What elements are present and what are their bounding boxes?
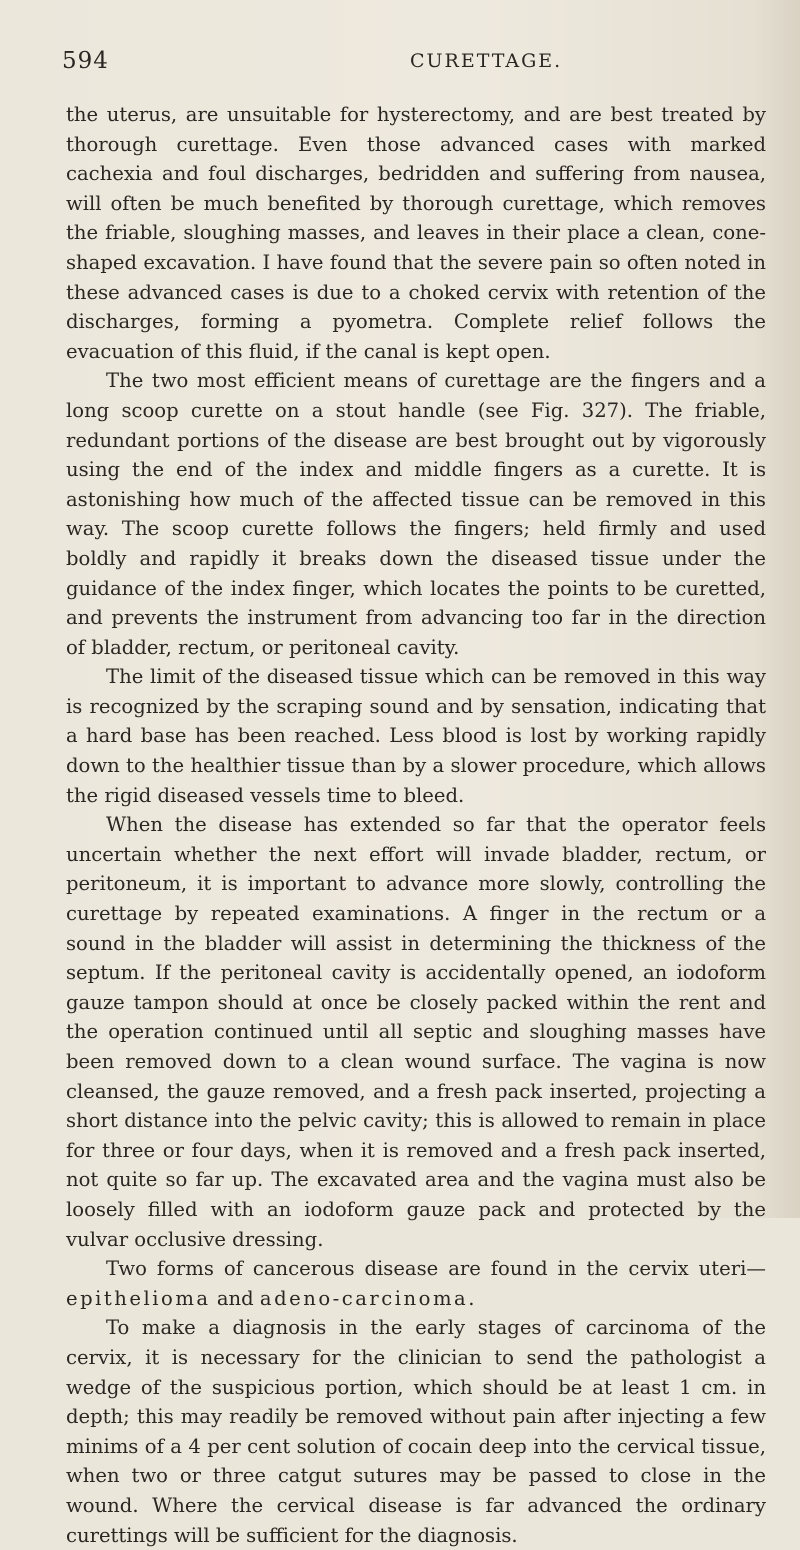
forms-lead: Two forms of cancerous disease are found in the cervix uteri— <box>106 1257 766 1281</box>
paragraph-2: The two most efficient means of curettage are the fingers and a long scoop curette on a stout handle (see Fig. 327). The friable, redundant portions of the disease are best brought out by vigorously using the end of the index and middle fingers as a curette. It is astonishing how much of the affected tissue can be removed in this way. The scoop curette follows the fingers; held firmly and used boldly and rapidly it breaks down the diseased tissue under the guidance of the index finger, which locates the points to be curetted, and prevents the instrument from advancing too far in the direction of bladder, rectum, or peritoneal cavity. <box>66 369 766 659</box>
page-number: 594 <box>62 48 109 74</box>
forms-end: . <box>468 1286 475 1310</box>
paragraph-3: The limit of the diseased tissue which can be removed in this way is recognized by the scraping sound and by sensation, indicating that a hard base has been reached. Less blood is lost by working rapidly down to the healthier tissue than by a slower procedure, which allows the rigid diseased vessels time to bleed. <box>66 665 766 807</box>
running-title: CURETTAGE. <box>410 50 563 72</box>
paragraph-1: the uterus, are unsuitable for hysterectomy, and are best treated by thorough curettage. Even those advanced cases with marked cachexia and foul discharges, bedridden and suffering from nausea, will often be much benefited by thorough curettage, which removes the friable, sloughing masses, and leaves in their place a clean, cone-shaped excavation. I have found that the severe pain so often noted in these advanced cases is due to a choked cervix with retention of the discharges, forming a pyometra. Complete relief follows the evacuation of this fluid, if the canal is kept open. <box>66 103 766 363</box>
body-text <box>66 100 766 1550</box>
paragraph-5 <box>66 1254 766 1313</box>
term-epithelioma: epithelioma <box>66 1286 211 1310</box>
term-adenocarcinoma: adeno-carcinoma <box>259 1286 469 1310</box>
paragraph-4: When the disease has extended so far that the operator feels uncertain whether the next effort will invade bladder, rectum, or peritoneum, it is important to advance more slowly, controlling the curettage by repeated examinations. A finger in the rectum or a sound in the bladder will assist in determining the thickness of the septum. If the peritoneal cavity is accidentally opened, an iodoform gauze tampon should at once be closely packed within the rent and the operation continued until all septic and sloughing masses have been removed down to a clean wound surface. The vagina is now cleansed, the gauze removed, and a fresh pack inserted, projecting a short distance into the pelvic cavity; this is allowed to remain in place for three or four days, when it is removed and a fresh pack inserted, not quite so far up. The excavated area and the vagina must also be loosely filled with an iodoform gauze pack and protected by the vulvar occlusive dressing. <box>66 813 766 1251</box>
forms-conjunction: and <box>210 1286 260 1310</box>
running-head <box>62 48 762 78</box>
paragraph-6: To make a diagnosis in the early stages of carcinoma of the cervix, it is necessary for the clinician to send the pathologist a wedge of the suspicious portion, which should be at least 1 cm. in depth; this may readily be removed without pain after injecting a few minims of a 4 per cent solution of cocain deep into the cervical tissue, when two or three catgut sutures may be passed to close in the wound. Where the cervical disease is far advanced the ordinary curettings will be sufficient for the diagnosis. <box>66 1316 766 1547</box>
